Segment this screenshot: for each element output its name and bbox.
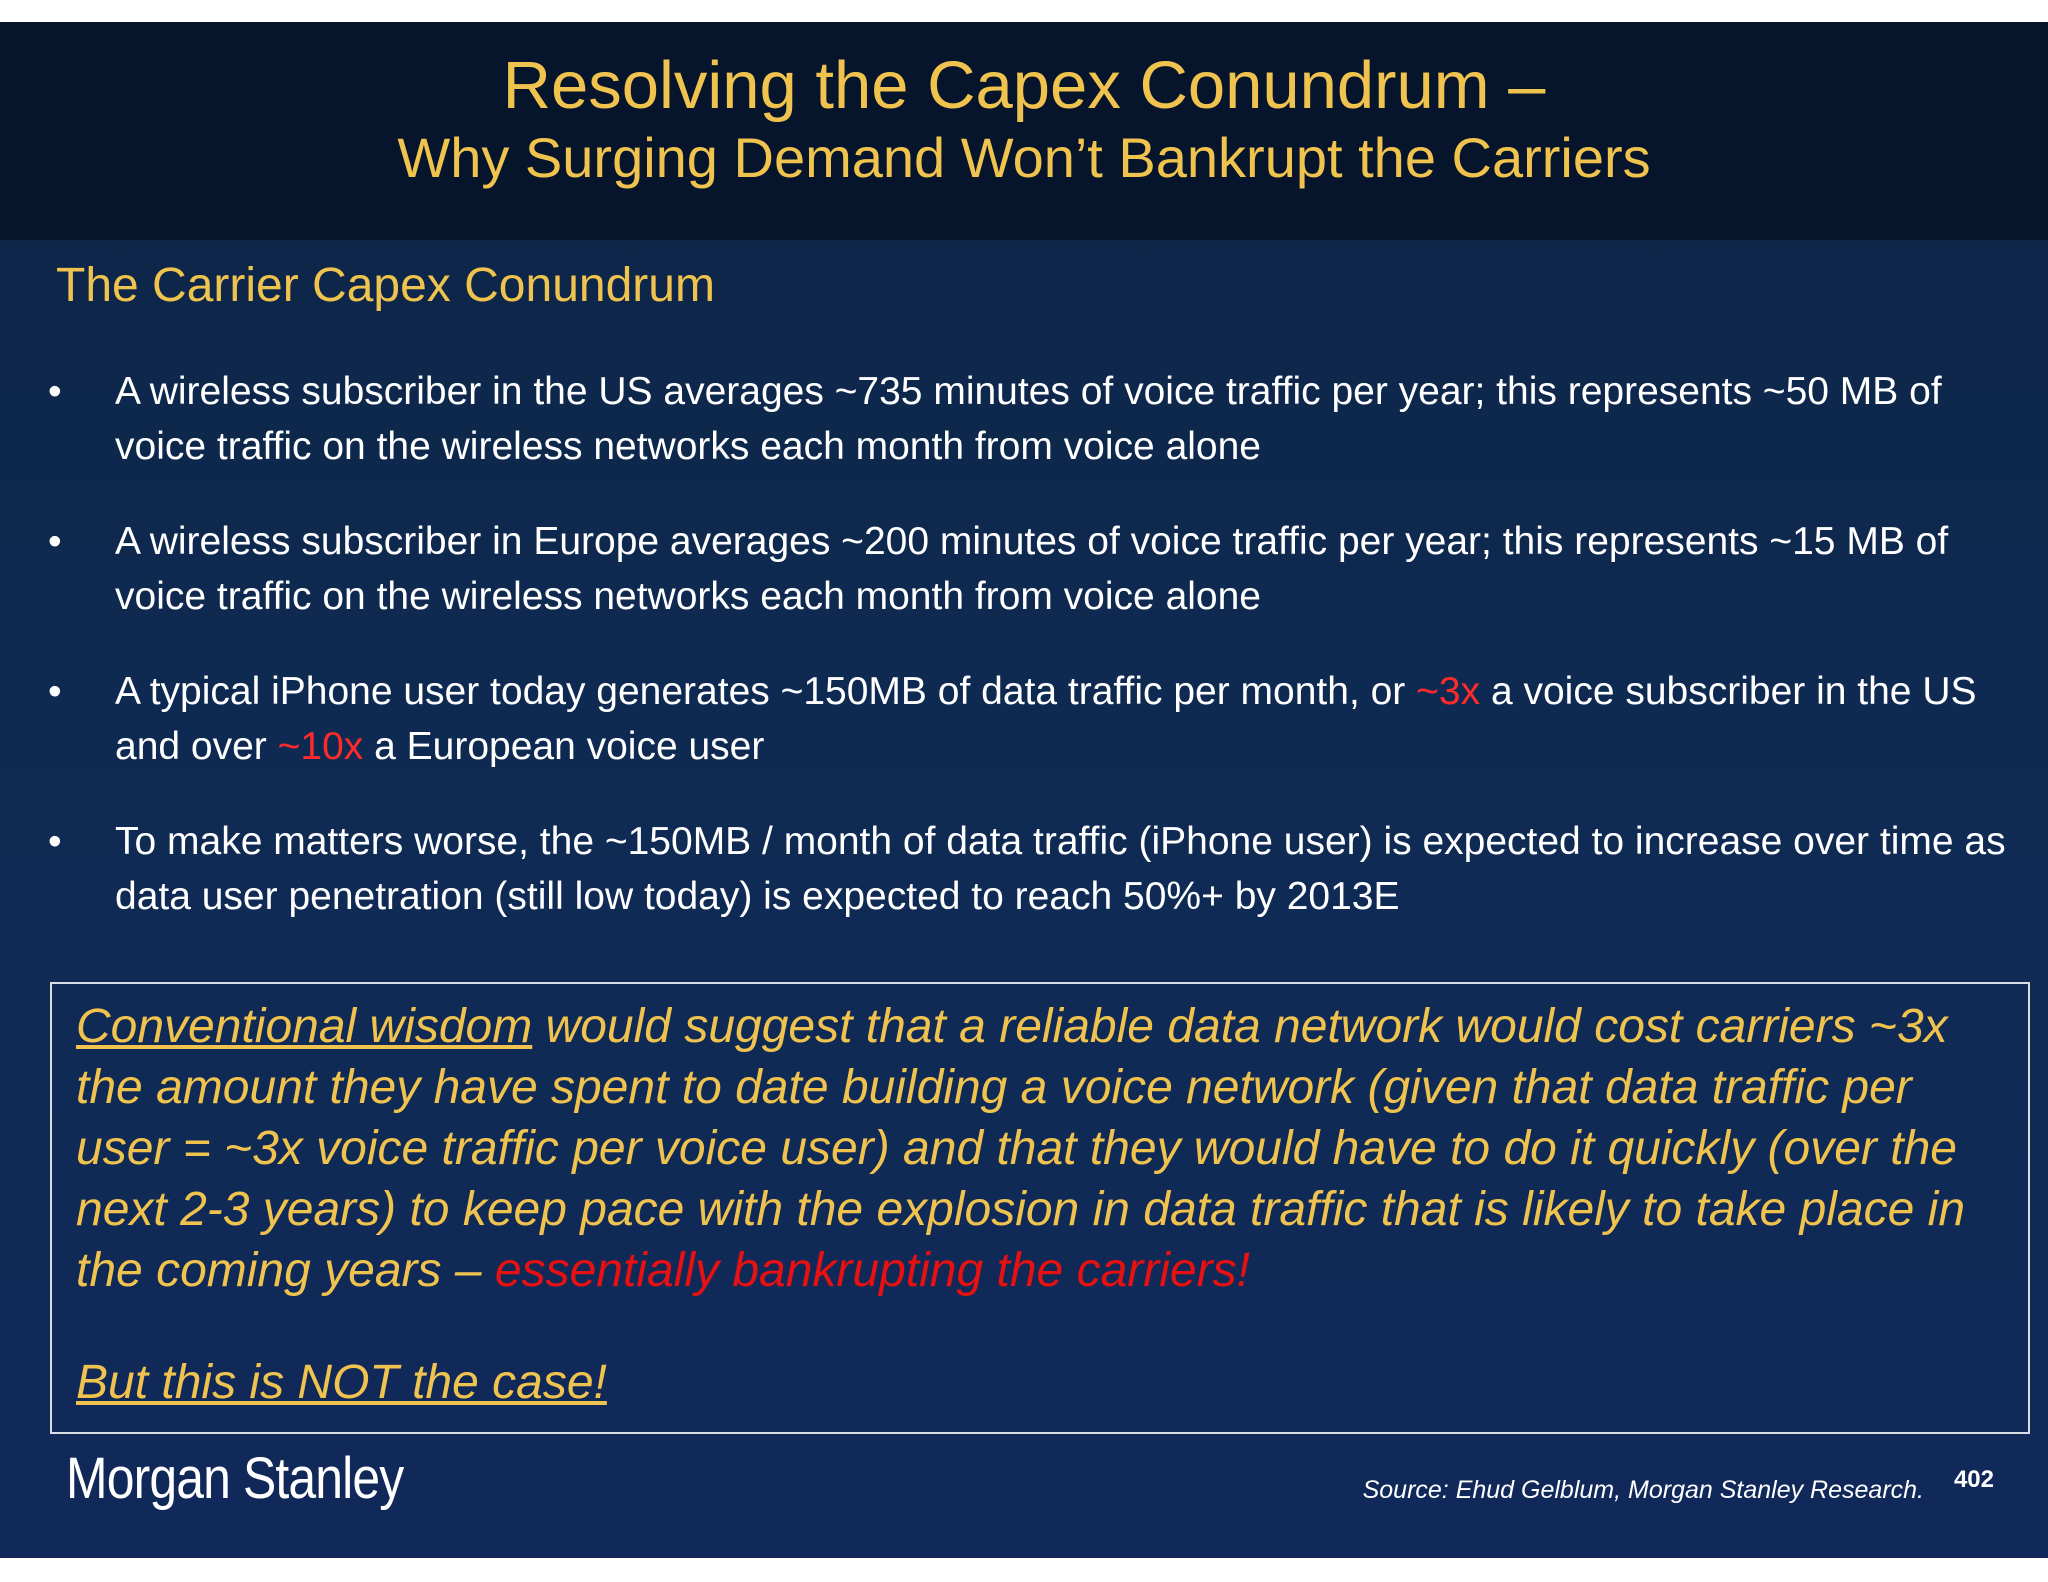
section-heading: The Carrier Capex Conundrum: [56, 259, 715, 312]
bullet-marker: •: [48, 820, 62, 863]
slide-title: Resolving the Capex Conundrum –: [502, 48, 1546, 123]
bullet-item: [48, 814, 2008, 924]
title-bar: [0, 22, 2048, 240]
bullet-text: A wireless subscriber in Europe averages ~200 minutes of voice traffic per year; this represents ~15 MB of voice traffic on the wireless networks each month from voice alone: [115, 520, 1949, 618]
bullet-text-part: A typical iPhone user today generates ~150MB of data traffic per month, or: [115, 670, 1417, 713]
callout-conclusion: But this is NOT the case!: [76, 1356, 607, 1409]
highlight-10x: ~10x: [277, 725, 364, 768]
callout-text: [76, 996, 2006, 1301]
bullet-list: [48, 364, 2008, 964]
source-note: Source: Ehud Gelblum, Morgan Stanley Research.: [1362, 1476, 1924, 1504]
bullet-marker: •: [48, 670, 62, 713]
bullet-text: To make matters worse, the ~150MB / month of data traffic (iPhone user) is expected to increase over time as data user penetration (still low today) is expected to reach 50%+ by 2013E: [115, 820, 2006, 918]
morgan-stanley-logo: Morgan Stanley: [66, 1446, 404, 1511]
callout-body: would suggest that a reliable data network would cost carriers ~3x the amount they have spent to date building a voice network (given that data traffic per user = ~3x voice traffic per voice user) and that they would have to do it quickly (over the next 2-3 years) to keep pace with the explosion in data traffic that is likely to take place in the coming years –: [76, 1000, 1966, 1297]
bullet-item: [48, 514, 2008, 624]
bullet-marker: •: [48, 370, 62, 413]
bullet-item: [48, 664, 2008, 774]
highlight-3x: ~3x: [1416, 670, 1481, 713]
bullet-marker: •: [48, 520, 62, 563]
conventional-wisdom-callout: [50, 982, 2030, 1434]
callout-underlined-phrase: Conventional wisdom: [76, 1000, 533, 1053]
bullet-text: [115, 670, 1977, 768]
bullet-text: A wireless subscriber in the US averages ~735 minutes of voice traffic per year; this represents ~50 MB of voice traffic on the wireless networks each month from voice alone: [115, 370, 1942, 468]
bullet-text-part: a voice subscriber in the US and over: [115, 670, 1977, 768]
page-number: 402: [1953, 1466, 1994, 1493]
bullet-text-part: a European voice user: [363, 725, 765, 768]
slide-subtitle: Why Surging Demand Won’t Bankrupt the Carriers: [397, 126, 1651, 189]
slide: [0, 22, 2048, 1558]
bullet-item: [48, 364, 2008, 474]
callout-red-phrase: essentially bankrupting the carriers!: [494, 1244, 1250, 1297]
